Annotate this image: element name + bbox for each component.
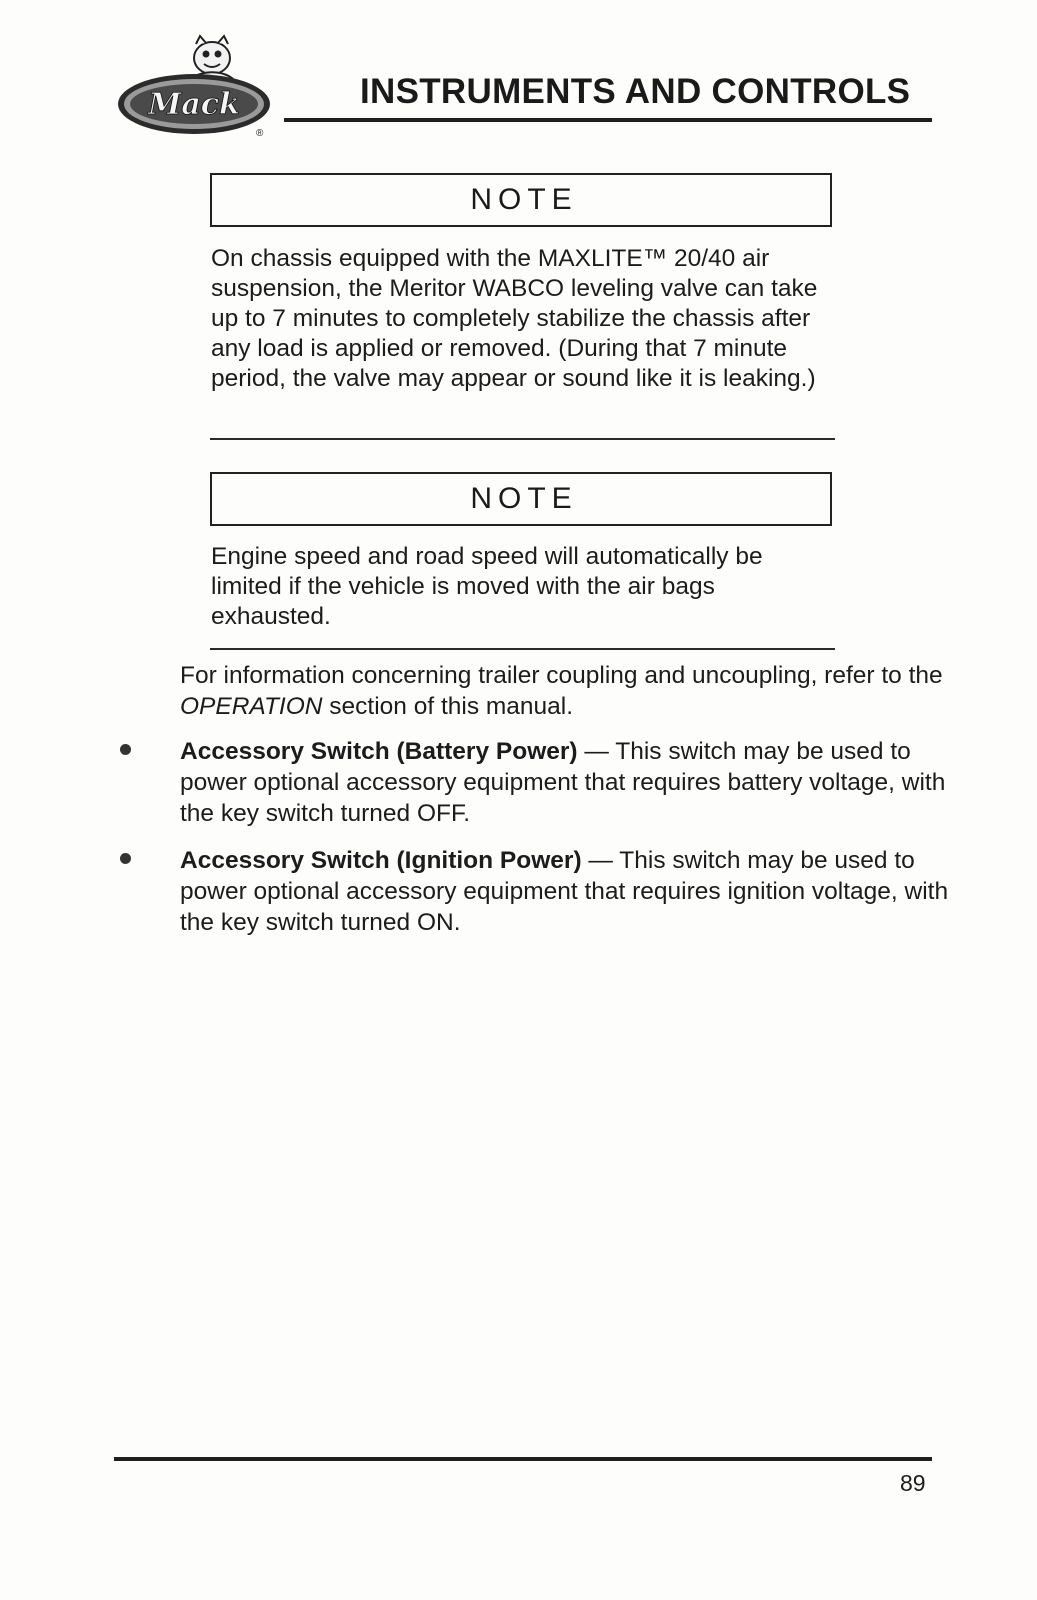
note-text-1: On chassis equipped with the MAXLITE™ 20/40 air suspension, the Meritor WABCO leveling valve can take up to 7 minutes to completely stabilize the chassis after any load is applied or removed. (During that 7 minute period, the valve may appear or sound like it is leaking.) bbox=[211, 245, 818, 392]
note-box-1 bbox=[210, 173, 832, 227]
intro-paragraph bbox=[180, 660, 950, 722]
bullet-item-ignition-power bbox=[180, 845, 950, 938]
bullet-term: Accessory Switch (Ignition Power) bbox=[180, 847, 582, 874]
registered-mark-icon: ® bbox=[256, 128, 264, 139]
bullet-icon bbox=[120, 744, 131, 755]
bullet-icon bbox=[120, 853, 131, 864]
mack-logo bbox=[114, 30, 286, 142]
page-number: 89 bbox=[900, 1470, 926, 1496]
bullet-term: Accessory Switch (Battery Power) bbox=[180, 738, 578, 765]
intro-text-after: section of this manual. bbox=[322, 693, 574, 720]
page-title: INSTRUMENTS AND CONTROLS bbox=[360, 72, 911, 111]
intro-text-before: For information concerning trailer coupling and uncoupling, refer to the bbox=[180, 662, 943, 689]
note-divider-1 bbox=[210, 438, 835, 440]
bullet-item-battery-power bbox=[180, 736, 950, 829]
note-label: NOTE bbox=[470, 482, 578, 515]
note-divider-2 bbox=[210, 648, 835, 650]
logo-wordmark: Mack bbox=[148, 87, 240, 122]
bullet-description: — This switch may be used to power optional accessory equipment that requires ignition voltage, with the key switch turned ON. bbox=[180, 847, 949, 936]
operation-section-reference: OPERATION bbox=[180, 693, 323, 720]
footer-divider bbox=[114, 1457, 932, 1461]
note-label: NOTE bbox=[470, 183, 578, 216]
note-box-2 bbox=[210, 472, 832, 526]
header-divider bbox=[284, 118, 932, 122]
note-text-2: Engine speed and road speed will automatically be limited if the vehicle is moved with the air bags exhausted. bbox=[211, 543, 763, 630]
bullet-description: — This switch may be used to power optional accessory equipment that requires battery voltage, with the key switch turned OFF. bbox=[180, 738, 946, 827]
